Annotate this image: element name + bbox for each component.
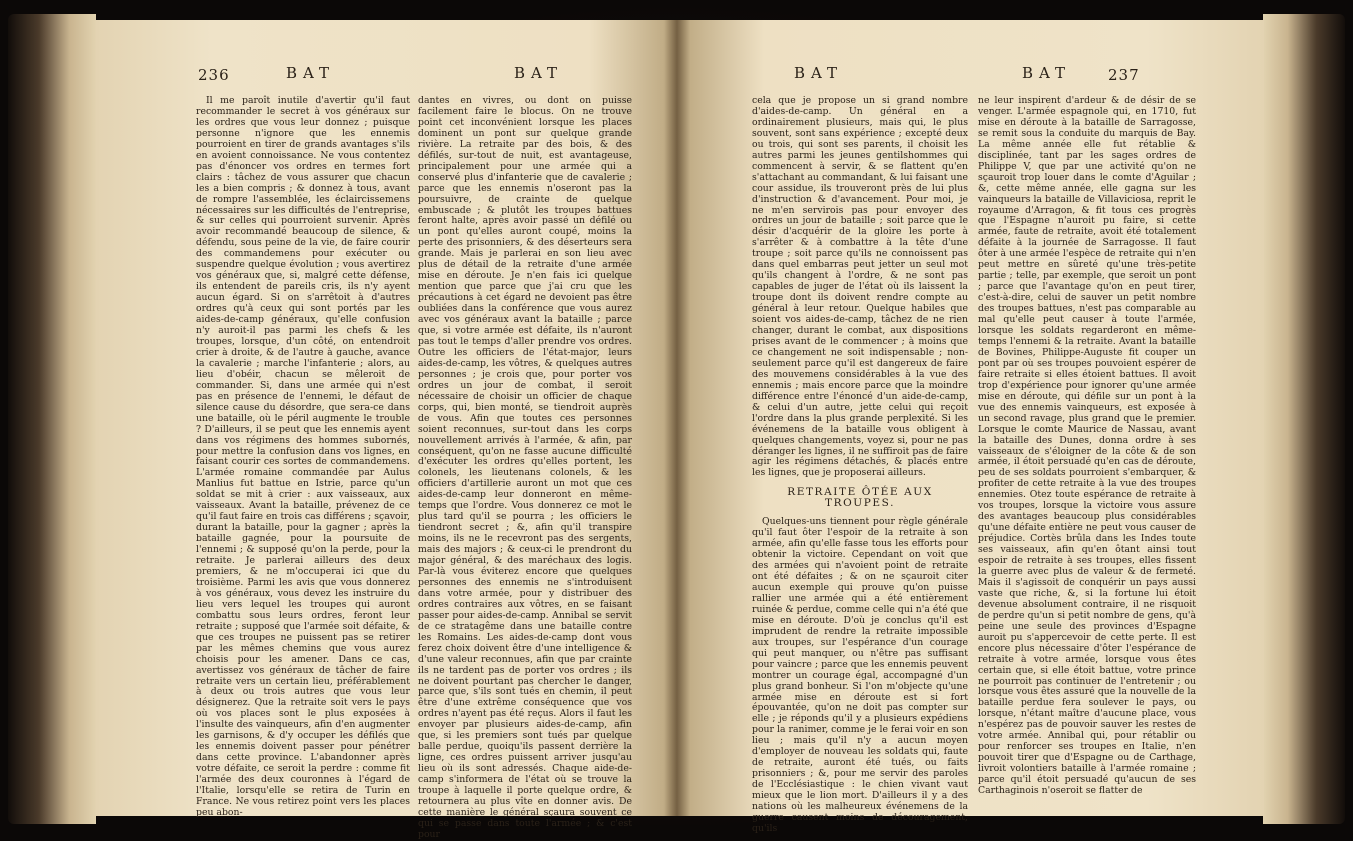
body-text: Quelques-uns tiennent pour règle générale qu'il faut ôter l'espoir de la retraite à son armée, afin qu'elle fasse tous les efforts pour obtenir la victoire. Cependant on voit que des armées qui n'avoient point de retraite ont été défaites ; & on ne sçauroit citer aucun exemple qui prouve qu'on puisse rallier une armée qui a été entièrement ruinée & perdue, comme celle qui n'a été que mise en déroute. D'où je conclus qu'il est imprudent de rendre la retraite impossible aux troupes, sur l'espérance d'un courage qui peut manquer, ou n'être pas suffisant pour vaincre ; parce que les ennemis peuvent montrer un courage égal, accompagné d'un plus grand bonheur. Si l'on m'objecte qu'une armée mise en déroute est si fort épouvantée, qu'on ne doit pas compter sur elle ; je réponds qu'il y a plusieurs expédiens pour la ranimer, comme je le ferai voir en son lieu ; mais qu'il n'y a aucun moyen d'employer de nouveau les soldats qui, faute de retraite, auront été tués, ou faits prisonniers ; &, pour me servir des paroles de l'Ecclésiastique : le chien vivant vaut mieux que le lion mort. D'ailleurs il y a des nations où les malheureux événemens de la guerre causent moins de découragement, qu'ils: [752, 516, 968, 834]
running-head: BAT: [514, 64, 564, 82]
page-edges-right: [1263, 14, 1345, 824]
body-text: dantes en vivres, ou dont on puisse facilement faire le blocus. On ne trouve point cet inconvénient lorsque les places dominent un pont sur quelque grande rivière. La retraite par des bois, & des défilés, sur-tout de nuit, est avantageuse, principalement pour une armée qui a conservé plus d'infanterie que de cavalerie ; parce que les ennemis n'oseront pas la poursuivre, de crainte de quelque embuscade ; & plutôt les troupes battues feront halte, après avoir passé un défilé ou un pont qu'elles auront coupé, moins la perte des prisonniers, & des déserteurs sera grande. Mais je parlerai en son lieu avec plus de détail de la retraite d'une armée mise en déroute. Je n'en fais ici quelque mention que parce que j'ai cru que les précautions à cet égard ne devoient pas être oubliées dans la conférence que vous aurez avec vos généraux avant la bataille ; parce que, si votre armée est défaite, ils n'auront pas tout le temps d'aller prendre vos ordres. Outre les officiers de l'état-major, leurs aides-de-camp, les vôtres, & quelques autres personnes ; je crois que, pour porter vos ordres un jour de combat, il seroit nécessaire de choisir un officier de chaque corps, qui, bien monté, se tiendroit auprès de vous. Afin que toutes ces personnes soient reconnues, sur-tout dans les corps nouvellement arrivés à l'armée, & afin, par conséquent, qu'on ne fasse aucune difficulté d'exécuter les ordres qu'elles portent, les colonels, les lieutenans colonels, & les officiers d'artillerie auront un mot que ces aides-de-camp leur donneront en même-temps que l'ordre. Vous donnerez ce mot le plus tard qu'il se pourra ; les officiers le tiendront secret ; &, afin qu'il transpire moins, ils ne le recevront pas des sergents, mais des majors ; & ceux-ci le prendront du major général, & des maréchaux des logis. Par-là vous éviterez encore que quelques personnes des ennemis ne s'introduisent dans votre armée, pour y distribuer des ordres contraires aux vôtres, en se faisant passer pour aides-de-camp. Annibal se servit de ce stratagême dans une bataille contre les Romains. Les aides-de-camp dont vous ferez choix doivent être d'une intelligence & d'une valeur reconnues, afin que par crainte ils ne tardent pas de porter vos ordres ; ils ne doivent pourtant pas chercher le danger, parce que, s'ils sont tués en chemin, il peut être d'une extrême conséquence que vos ordres n'ayent pas été reçus. Alors il faut les envoyer par plusieurs aides-de-camp, afin que, si les premiers sont tués par quelque balle perdue, quoiqu'ils passent derrière la ligne, ces ordres puissent arriver jusqu'au lieu où ils sont adressés. Chaque aide-de-camp s'informera de l'état où se trouve la troupe à laquelle il porte quelque ordre, & retournera au plus vîte en donner avis. De cette manière le général sçaura souvent ce qui se passe dans toute l'armée ; & c'est pour: [418, 95, 632, 840]
section-title: RETRAITE ÔTÉE AUX TROUPES.: [787, 486, 933, 510]
page-edges-left: [8, 14, 96, 824]
body-text: cela que je propose un si grand nombre d'aides-de-camp. Un général en a ordinairement plusieurs, mais qui, le plus souvent, sont sans expérience ; excepté deux ou trois, qui sont ses parents, il choisit les autres parmi les jeunes gentilshommes qui commencent à servir, & se flattent qu'en s'attachant au commandant, & lui faisant une cour assidue, ils trouveront près de lui plus d'instruction & d'avancement. Pour moi, je ne m'en servirois pas pour envoyer des ordres un jour de bataille ; soit parce que le désir d'acquérir de la gloire les porte à s'arrêter & à combattre à la tête d'une troupe ; soit parce qu'ils ne connoissent pas dans quel embarras peut jetter un seul mot qu'ils changent à l'ordre, & ne sont pas capables de juger de l'état où ils laissent la troupe dont ils doivent rendre compte au général à leur retour. Quelque habiles que soient vos aides-de-camp, tâchez de ne rien changer, durant le combat, aux dispositions prises avant de le commencer ; à moins que ce changement ne soit indispensable ; non-seulement parce qu'il est dangereux de faire des mouvemens considérables à la vue des ennemis ; mais encore parce que la moindre différence entre l'énoncé d'un aide-de-camp, & celui d'un autre, jette celui qui reçoit l'ordre dans la plus grande perplexité. Si les événemens de la bataille vous obligent à quelques changements, voyez si, pour ne pas déranger les lignes, il ne suffiroit pas de faire agir les régimens détachés, & placés entre les lignes, que je proposerai ailleurs.: [752, 95, 968, 479]
body-text: Il me paroît inutile d'avertir qu'il faut recommander le secret à vos généraux sur les ordres que vous leur donnez ; puisque personne n'ignore que les ennemis pourroient en tirer de grands avantages s'ils en avoient connoissance. Ne vous contentez pas d'énoncer vos ordres en termes fort clairs : tâchez de vous assurer que chacun les a bien compris ; & donnez à tous, avant de rompre l'assemblée, les éclaircissemens nécessaires sur les difficultés de l'entreprise, & sur celles qui pourroient survenir. Après avoir recommandé beaucoup de silence, & défendu, sous peine de la vie, de faire courir des commandemens pour exécuter ou suspendre quelque évolution ; vous avertirez vos généraux que, si, malgré cette défense, ils entendent de pareils cris, ils n'y ayent aucun égard. Si on s'arrêtoit à d'autres ordres qu'à ceux qui sont portés par les aides-de-camp généraux, qu'elle confusion n'y auroit-il pas parmi les chefs & les troupes, lorsque, d'un côté, on entendroit crier à droite, & de l'autre à gauche, avance la cavalerie ; marche l'infanterie ; alors, au lieu d'obéir, chacun se mêleroit de commander. Si, dans une armée qui n'est pas en présence de l'ennemi, le défaut de silence cause du désordre, que sera-ce dans une bataille, où le péril augmente le trouble ? D'ailleurs, il se peut que les ennemis ayent dans vos régimens des hommes subornés, pour mettre la confusion dans vos lignes, en faisant courir ces sortes de commandemens. L'armée romaine commandée par Aulus Manlius fut battue en Istrie, parce qu'un soldat se mit à crier : aux vaisseaux, aux vaisseaux. Avant la bataille, prévenez de ce qu'il faut faire en trois cas différens ; sçavoir, durant la bataille, pour la gagner ; après la bataille gagnée, pour la poursuite de l'ennemi ; & supposé qu'on la perde, pour la retraite. Je parlerai ailleurs des deux premiers, & ne m'occuperai ici que du troisième. Parmi les avis que vous donnerez à vos généraux, vous devez les instruire du lieu vers lequel les troupes qui auront combattu sous leurs ordres, feront leur retraite ; supposé que l'armée soit défaite, & que ces troupes ne puissent pas se retirer par les mêmes chemins que vous aurez choisis pour les amener. Dans ce cas, avertissez vos généraux de tâcher de faire retraite vers un certain lieu, préférablement à deux ou trois autres que vous leur désignerez. Que la retraite soit vers le pays où vos places sont le plus exposées à l'insulte des vainqueurs, afin d'en augmenter les garnisons, & d'y occuper les défilés que les ennemis doivent passer pour pénétrer dans cette province. L'abandonner après votre défaite, ce seroit la perdre : comme fit l'armée des deux couronnes à l'égard de l'Italie, lorsqu'elle se retira de Turin en France. Ne vous retirez point vers les places peu abon-: [196, 95, 410, 818]
page-number: 237: [1108, 66, 1140, 84]
text-column-1: [752, 95, 968, 834]
running-head: BAT: [794, 64, 844, 82]
left-page: [96, 20, 676, 840]
text-column-2: [418, 95, 632, 840]
text-column-2: [978, 96, 1196, 820]
running-head: BAT: [1022, 64, 1072, 82]
book-gutter: [664, 20, 690, 816]
page-number: 236: [198, 66, 230, 84]
running-head: BAT: [286, 64, 336, 82]
body-text: ne leur inspirent d'ardeur & de désir de se venger. L'armée espagnole qui, en 1710, fut mise en déroute à la bataille de Sarragosse, se remit sous la conduite du marquis de Bay. La même année elle fut rétablie & disciplinée, tant par les sages ordres de Philippe V, que par une activité qu'on ne sçauroit trop louer dans le comte d'Aguilar ; &, cette même année, elle gagna sur les vainqueurs la bataille de Villaviciosa, reprit le royaume d'Arragon, & fit tous ces progrès que l'Espagne n'auroit pu faire, si cette armée, faute de retraite, avoit été totalement défaite à la journée de Sarragosse. Il faut ôter à une armée l'espèce de retraite qui n'en peut mettre en sûreté qu'une très-petite partie ; telle, par exemple, que seroit un pont ; parce que l'avantage qu'on en peut tirer, c'est-à-dire, celui de sauver un petit nombre des troupes battues, n'est pas comparable au mal qu'elle peut causer à toute l'armée, lorsque les soldats regarderont en même-temps l'ennemi & la retraite. Avant la bataille de Bovines, Philippe-Auguste fit couper un pont par où ses troupes pouvoient espérer de faire retraite si elles étoient battues. Il avoit trop d'expérience pour ignorer qu'une armée mise en déroute, qui défile sur un pont à la vue des ennemis vainqueurs, est exposée à un second ravage, plus grand que le premier. Lorsque le comte Maurice de Nassau, avant la bataille des Dunes, donna ordre à ses vaisseaux de s'éloigner de la côte & de son armée, il étoit persuadé qu'en cas de déroute, peu de ses soldats pourroient s'embarquer, & profiter de cette retraite à la vue des troupes ennemies. Otez toute espérance de retraite à vos troupes, lorsque la victoire vous assure des avantages beaucoup plus considérables qu'une défaite entière ne peut vous causer de préjudice. Cortès brûla dans les Indes toute ses vaisseaux, afin qu'en ôtant ainsi tout espoir de retraite à ses troupes, elles fissent la guerre avec plus de valeur & de fermeté. Mais il s'agissoit de conquérir un pays aussi vaste que riche, &, si la fortune lui étoit devenue absolument contraire, il ne risquoit de perdre qu'un si petit nombre de gens, qu'à peine une seule des provinces d'Espagne auroit pu s'appercevoir de cette perte. Il est encore plus nécessaire d'ôter l'espérance de retraite à votre armée, lorsque vous êtes certain que, si elle étoit battue, votre prince ne pourroit pas continuer de l'entretenir ; ou lorsque vous êtes assuré que la nouvelle de la bataille perdue fera soulever le pays, ou lorsque, n'étant maître d'aucune place, vous n'espérez pas de pouvoir sauver les restes de votre armée. Annibal qui, pour rétablir ou pour renforcer ses troupes en Italie, n'en pouvoit tirer que d'Espagne ou de Carthage, livroit volontiers bataille à l'armée romaine ; parce qu'il étoit persuadé qu'aucun de ses Carthaginois n'oseroit se flatter de: [978, 95, 1196, 797]
right-page: [676, 20, 1264, 834]
text-column-1: [196, 96, 410, 820]
